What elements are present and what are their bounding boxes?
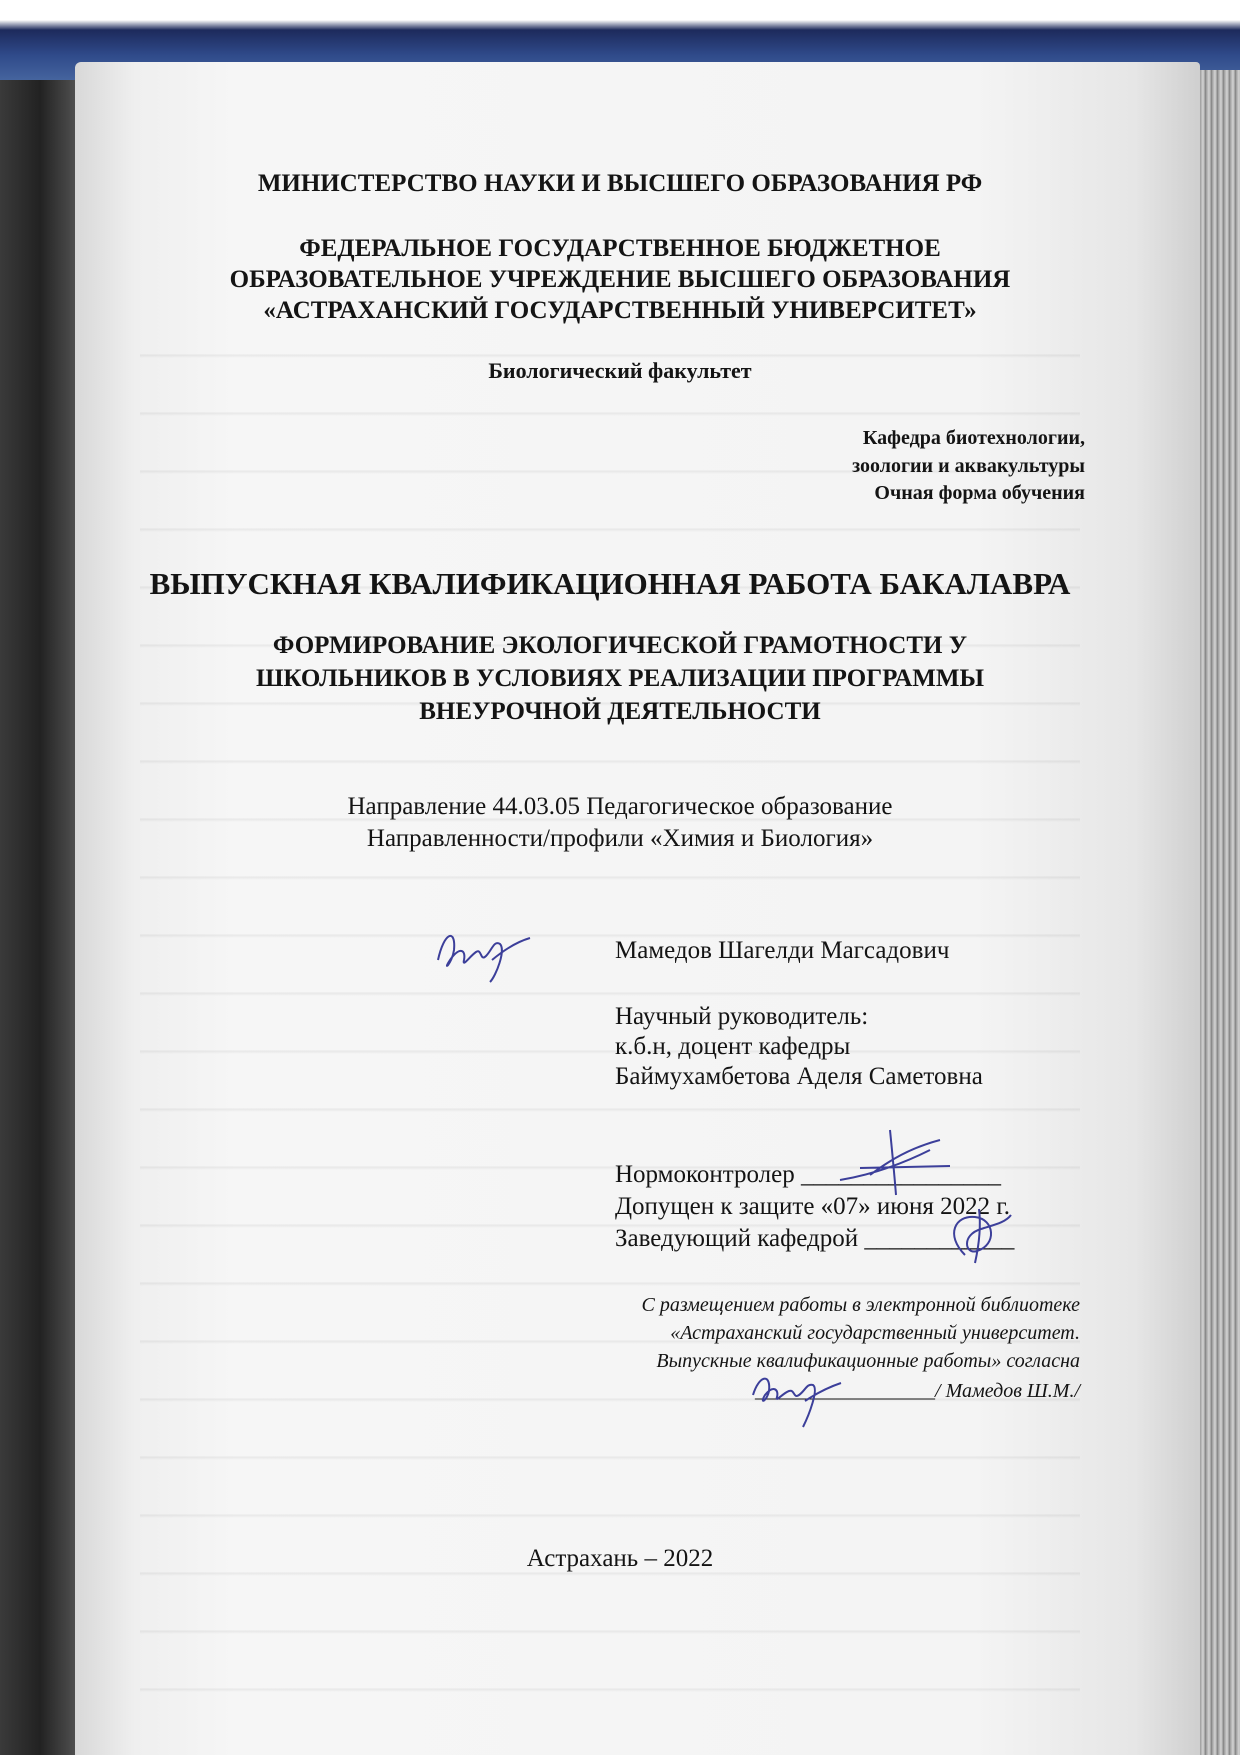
study-direction: Направление 44.03.05 Педагогическое образование xyxy=(347,793,893,820)
bleed-through xyxy=(140,300,1080,1700)
thesis-title-line-3: ВНЕУРОЧНОЙ ДЕЯТЕЛЬНОСТИ xyxy=(419,698,821,725)
department-head-line: Заведующий кафедрой ____________ xyxy=(615,1225,1015,1252)
organization-line-2: ОБРАЗОВАТЕЛЬНОЕ УЧРЕЖДЕНИЕ ВЫСШЕГО ОБРАЗОВАНИЯ xyxy=(229,266,1011,293)
study-form: Очная форма обучения xyxy=(874,482,1085,504)
supervisor-name: Баймухамбетова Аделя Саметовна xyxy=(615,1063,983,1090)
organization-line-3: «АСТРАХАНСКИЙ ГОСУДАРСТВЕННЫЙ УНИВЕРСИТЕТ» xyxy=(263,297,977,324)
supervisor-title: к.б.н, доцент кафедры xyxy=(615,1033,851,1060)
department-line-1: Кафедра биотехнологии, xyxy=(862,427,1085,449)
supervisor-label: Научный руководитель: xyxy=(615,1003,869,1030)
city-and-year: Астрахань – 2022 xyxy=(526,1545,714,1572)
thesis-title-line-2: ШКОЛЬНИКОВ В УСЛОВИЯХ РЕАЛИЗАЦИИ ПРОГРАММЫ xyxy=(255,665,985,692)
publication-consent-line-2: «Астраханский государственный университет. xyxy=(670,1322,1080,1344)
page-stack-edge xyxy=(1200,70,1240,1755)
admission-date-line: Допущен к защите «07» июня 2022 г. xyxy=(615,1193,1011,1220)
faculty-name: Биологический факультет xyxy=(488,358,752,383)
publication-consent-line-3: Выпускные квалификационные работы» согласна xyxy=(656,1350,1080,1372)
publication-consent-signature-line: __________________/ Мамедов Ш.М./ xyxy=(755,1380,1080,1402)
organization-line-1: ФЕДЕРАЛЬНОЕ ГОСУДАРСТВЕННОЕ БЮДЖЕТНОЕ xyxy=(299,235,941,262)
study-profile: Направленности/профили «Химия и Биология» xyxy=(366,825,874,852)
author-signature xyxy=(430,920,540,990)
thesis-title-line-1: ФОРМИРОВАНИЕ ЭКОЛОГИЧЕСКОЙ ГРАМОТНОСТИ У xyxy=(272,632,968,659)
consent-signature xyxy=(745,1365,845,1435)
author-name: Мамедов Шагелди Магсадович xyxy=(615,937,950,964)
normocontroller-line: Нормоконтролер ________________ xyxy=(615,1161,1001,1188)
ministry-heading: МИНИСТЕРСТВО НАУКИ И ВЫСШЕГО ОБРАЗОВАНИЯ РФ xyxy=(257,170,983,197)
publication-consent-line-1: С размещением работы в электронной библиотеке xyxy=(641,1294,1080,1316)
department-line-2: зоологии и аквакультуры xyxy=(852,455,1085,477)
work-type-heading: ВЫПУСКНАЯ КВАЛИФИКАЦИОННАЯ РАБОТА БАКАЛАВРА xyxy=(149,566,1071,601)
department-head-signature xyxy=(935,1205,1015,1265)
normocontroller-signature xyxy=(830,1120,960,1200)
